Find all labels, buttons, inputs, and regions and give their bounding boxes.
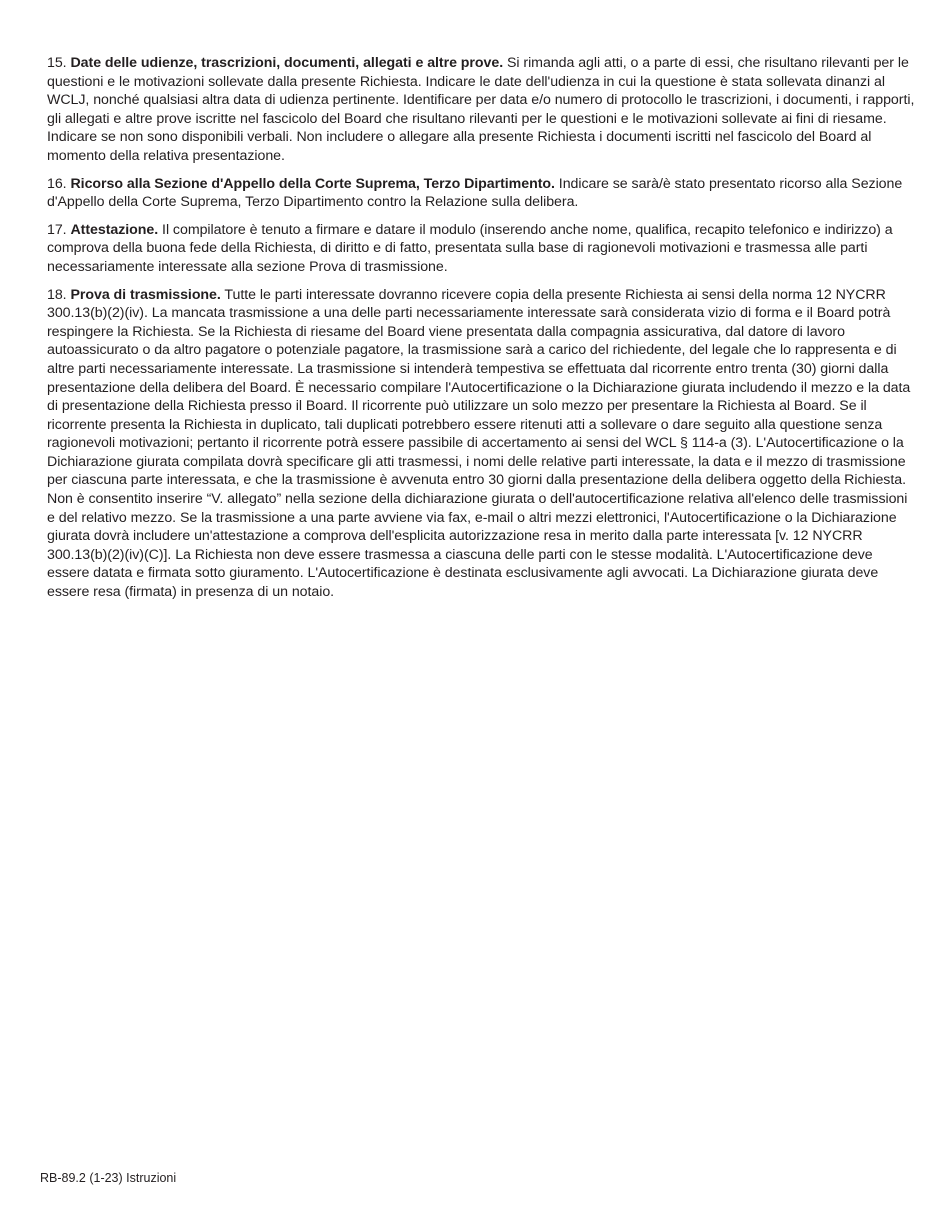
instruction-body: Il compilatore è tenuto a firmare e datare il modulo (inserendo anche nome, qualifica, recapito telefonico e indirizzo) a comprova della buona fede della Richiesta, di diritto e di fatto, presentata sulla base di ragionevoli motivazioni e trasmessa alle parti necessariamente interessate alla sezione Prova di trasmissione. xyxy=(47,221,893,275)
instruction-heading: Attestazione. xyxy=(70,221,159,238)
instruction-15 xyxy=(47,54,917,166)
instruction-heading: Ricorso alla Sezione d'Appello della Corte Suprema, Terzo Dipartimento. xyxy=(70,175,555,192)
instruction-16 xyxy=(47,175,917,212)
instruction-number: 16. xyxy=(47,175,67,192)
instruction-18 xyxy=(47,286,917,602)
instruction-17 xyxy=(47,221,917,277)
form-id-footer: RB-89.2 (1-23) Istruzioni xyxy=(40,1171,177,1185)
instruction-number: 17. xyxy=(47,221,67,238)
instruction-body: Indicare se sarà/è stato presentato ricorso alla Sezione d'Appello della Corte Suprema, Terzo Dipartimento contro la Relazione sulla delibera. xyxy=(47,175,903,211)
instruction-heading: Date delle udienze, trascrizioni, documenti, allegati e altre prove. xyxy=(70,55,504,71)
instructions-section xyxy=(47,54,917,611)
instruction-body: Tutte le parti interessate dovranno ricevere copia della presente Richiesta ai sensi della norma 12 NYCRR 300.13(b)(2)(iv). La mancata trasmissione a una delle parti necessariamente interessate sarà considerata vizio di forma e il Board potrà respingere la Richiesta. Se la Richiesta di riesame del Board viene presentata dalla compagnia assicurativa, dal datore di lavoro autoassicurato o da altro pagatore o potenziale pagatore, la trasmissione sarà a carico del richiedente, del legale che lo rappresenta e di altre parti necessariamente interessate. La trasmissione si intenderà tempestiva se effettuata dal ricorrente entro trenta (30) giorni dalla presentazione della delibera del Board. È necessario compilare l'Autocertificazione o la Dichiarazione giurata includendo il mezzo e la data di presentazione della Richiesta presso il Board. Il ricorrente può utilizzare un solo mezzo per presentare la Richiesta al Board. Se il ricorrente presenta la Richiesta in duplicato, tali duplicati potrebbero essere ritenuti atti a sollevare o dare seguito alla questione senza ragionevoli motivazioni; pertanto il ricorrente potrà essere passibile di accertamento ai sensi del WCL § 114-a (3). L'Autocertificazione o la Dichiarazione giurata compilata dovrà specificare gli atti trasmessi, i nomi delle relative parti interessate, la data e il mezzo di trasmissione per ciascuna parte interessata, e che la trasmissione è avvenuta entro 30 giorni dalla presentazione della delibera oggetto della Richiesta. Non è consentito inserire “V. allegato” nella sezione della dichiarazione giurata o dell'autocertificazione relativa all'elenco delle trasmissioni e del relativo mezzo. Se la trasmissione a una parte avviene via fax, e-mail o altri mezzi elettronici, l'Autocertificazione o la Dichiarazione giurata dovrà includere un'attestazione a comprova dell'esplicita autorizzazione resa in merito dalla parte interessata [v. 12 NYCRR 300.13(b)(2)(iv)(C)]. La Richiesta non deve essere trasmessa a ciascuna delle parti con le stesse modalità. L'Autocertificazione deve essere datata e firmata sotto giuramento. L'Autocertificazione è destinata esclusivamente agli avvocati. La Dichiarazione giurata deve essere resa (firmata) in presenza di un notaio. xyxy=(47,286,911,601)
instruction-heading: Prova di trasmissione. xyxy=(70,286,221,303)
instruction-number: 18. xyxy=(47,286,67,303)
instruction-number: 15. xyxy=(47,55,67,71)
instruction-body: Si rimanda agli atti, o a parte di essi, che risultano rilevanti per le questioni e le motivazioni sollevate dalla presente Richiesta. Indicare le date dell'udienza in cui la questione è stata sollevata dinanzi al WCLJ, nonché qualsiasi altra data di udienza pertinente. Identificare per data e/o numero di protocollo le trascrizioni, i documenti, i rapporti, gli allegati e altre prove iscritte nel fascicolo del Board che risultano rilevanti per le questioni e le motivazioni sollevate ai fini di riesame. Indicare se non sono disponibili verbali. Non includere o allegare alla presente Richiesta i documenti iscritti nel fascicolo del Board al momento della relativa presentazione. xyxy=(47,55,915,164)
